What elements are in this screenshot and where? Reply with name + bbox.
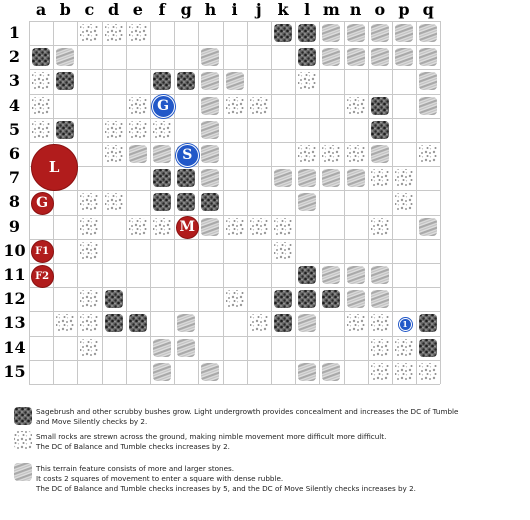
enemy-token-f2[interactable]: F2 — [31, 265, 54, 288]
column-label: e — [132, 0, 143, 19]
dense-rubble-tile[interactable] — [174, 311, 198, 335]
dense-rubble-tile[interactable] — [126, 142, 150, 166]
small-rocks-tile[interactable] — [295, 142, 319, 166]
small-rocks-tile[interactable] — [150, 215, 174, 239]
sagebrush-tile[interactable] — [126, 311, 150, 335]
small-rocks-tile[interactable] — [29, 118, 53, 142]
column-label: a — [35, 0, 47, 19]
grid-line — [319, 21, 320, 384]
dense-rubble-tile[interactable] — [198, 360, 222, 384]
dense-rubble-tile[interactable] — [53, 45, 77, 69]
small-rocks-tile[interactable] — [77, 311, 101, 335]
grid-line — [29, 263, 440, 264]
ally-token-g[interactable]: G — [152, 95, 175, 118]
small-rocks-tile[interactable] — [102, 190, 126, 214]
sagebrush-tile[interactable] — [198, 190, 222, 214]
sagebrush-tile[interactable] — [416, 336, 440, 360]
grid-line — [77, 21, 78, 384]
row-label: 1 — [8, 23, 21, 42]
row-label: 11 — [3, 265, 26, 284]
legend-stones-line: This terrain feature consists of more and larger stones. — [36, 464, 235, 473]
legend-stones-line: The DC of Balance and Tumble checks increases by 5, and the DC of Move Silently checks increases by 2. — [36, 484, 416, 493]
dense-rubble-tile[interactable] — [344, 166, 368, 190]
column-label: g — [180, 0, 192, 19]
enemy-token-l[interactable]: L — [31, 144, 78, 191]
small-rocks-tile[interactable] — [416, 360, 440, 384]
column-label: i — [231, 0, 238, 19]
small-rocks-tile[interactable] — [392, 166, 416, 190]
column-label: q — [422, 0, 434, 19]
legend-rocks-line: Small rocks are strewn across the ground, making nimble movement more difficult more difficult. — [36, 432, 387, 441]
sagebrush-tile[interactable] — [368, 118, 392, 142]
sagebrush-tile[interactable] — [271, 287, 295, 311]
dense-rubble-tile[interactable] — [344, 45, 368, 69]
grid-line — [29, 21, 440, 22]
sagebrush-tile[interactable] — [295, 21, 319, 45]
column-label: o — [374, 0, 386, 19]
ally-token-1[interactable]: 1 — [399, 318, 412, 331]
sagebrush-tile[interactable] — [271, 21, 295, 45]
row-label: 12 — [3, 289, 26, 309]
enemy-token-m[interactable]: M — [176, 216, 199, 239]
small-rocks-tile[interactable] — [319, 142, 343, 166]
sagebrush-tile[interactable] — [53, 118, 77, 142]
dense-rubble-tile[interactable] — [150, 142, 174, 166]
dense-rubble-tile[interactable] — [392, 45, 416, 69]
small-rocks-tile[interactable] — [368, 166, 392, 190]
small-rocks-tile[interactable] — [77, 336, 101, 360]
grid-line — [29, 21, 30, 384]
grid-line — [126, 21, 127, 384]
sagebrush-tile[interactable] — [295, 263, 319, 287]
sagebrush-tile[interactable] — [174, 69, 198, 93]
grid-line — [29, 215, 440, 216]
grid-line — [392, 21, 393, 384]
small-rocks-tile[interactable] — [271, 215, 295, 239]
grid-line — [29, 118, 440, 119]
grid-line — [29, 239, 440, 240]
small-rocks-tile[interactable] — [126, 118, 150, 142]
row-label: 2 — [8, 47, 21, 67]
grid-line — [271, 21, 272, 384]
small-rocks-tile[interactable] — [247, 94, 271, 118]
dense-rubble-tile[interactable] — [344, 287, 368, 311]
row-label: 5 — [8, 119, 21, 139]
grid-line — [29, 166, 440, 167]
small-rocks-tile[interactable] — [126, 215, 150, 239]
dense-rubble-tile[interactable] — [416, 21, 440, 45]
small-rocks-tile[interactable] — [77, 215, 101, 239]
column-label: p — [398, 0, 410, 19]
grid-line — [29, 384, 440, 385]
small-rocks-tile[interactable] — [53, 311, 77, 335]
row-label: 8 — [8, 192, 21, 212]
grid-line — [344, 21, 345, 384]
dense-rubble-tile[interactable] — [198, 45, 222, 69]
grid-line — [295, 21, 296, 384]
legend-rocks-line: The DC of Balance and Tumble checks increases by 2. — [36, 442, 230, 451]
dense-rubble-tile[interactable] — [319, 21, 343, 45]
enemy-token-g[interactable]: G — [31, 192, 54, 215]
dense-rubble-tile[interactable] — [319, 263, 343, 287]
small-rocks-tile[interactable] — [368, 311, 392, 335]
dense-rubble-tile[interactable] — [295, 311, 319, 335]
grid-line — [416, 21, 417, 384]
column-label: b — [59, 0, 71, 19]
grid-line — [29, 190, 440, 191]
sagebrush-tile[interactable] — [319, 287, 343, 311]
small-rocks-tile[interactable] — [29, 94, 53, 118]
dense-rubble-tile[interactable] — [198, 118, 222, 142]
small-rocks-tile[interactable] — [223, 94, 247, 118]
dense-rubble-tile[interactable] — [392, 21, 416, 45]
row-label: 4 — [8, 95, 21, 115]
small-rocks-tile[interactable] — [77, 190, 101, 214]
small-rocks-tile[interactable] — [150, 118, 174, 142]
dense-rubble-tile[interactable] — [319, 166, 343, 190]
legend-stones-row — [8, 459, 523, 499]
small-rocks-tile[interactable] — [344, 311, 368, 335]
ally-token-s[interactable]: S — [176, 144, 199, 167]
dense-rubble-tile[interactable] — [295, 360, 319, 384]
dense-rubble-tile[interactable] — [416, 69, 440, 93]
dense-rubble-tile[interactable] — [198, 166, 222, 190]
small-rocks-tile[interactable] — [368, 336, 392, 360]
row-label: 7 — [8, 168, 21, 188]
column-label: k — [277, 0, 289, 19]
grid-line — [29, 336, 440, 337]
sagebrush-tile[interactable] — [53, 69, 77, 93]
sagebrush-tile[interactable] — [416, 311, 440, 335]
small-rocks-tile[interactable] — [102, 118, 126, 142]
sagebrush-tile[interactable] — [29, 45, 53, 69]
small-rocks-icon — [12, 429, 34, 451]
grid-line — [368, 21, 369, 384]
row-label: 15 — [3, 361, 26, 381]
legend-stones-line: It costs 2 squares of movement to enter a square with dense rubble. — [36, 474, 284, 483]
sagebrush-tile[interactable] — [174, 166, 198, 190]
legend-rocks-row — [8, 427, 523, 457]
small-rocks-tile[interactable] — [392, 360, 416, 384]
dense-rubble-tile[interactable] — [198, 69, 222, 93]
grid-line — [150, 21, 151, 384]
sagebrush-icon — [12, 405, 34, 427]
small-rocks-tile[interactable] — [223, 287, 247, 311]
dense-rubble-tile[interactable] — [368, 142, 392, 166]
column-label: l — [304, 0, 311, 19]
dense-rubble-tile[interactable] — [368, 287, 392, 311]
dense-rubble-tile[interactable] — [319, 45, 343, 69]
row-label: 10 — [3, 240, 26, 260]
small-rocks-tile[interactable] — [392, 190, 416, 214]
small-rocks-tile[interactable] — [416, 142, 440, 166]
sagebrush-tile[interactable] — [102, 287, 126, 311]
small-rocks-tile[interactable] — [344, 94, 368, 118]
row-label: 3 — [8, 71, 21, 91]
dense-rubble-tile[interactable] — [416, 94, 440, 118]
dense-rubble-tile[interactable] — [319, 360, 343, 384]
small-rocks-tile[interactable] — [77, 287, 101, 311]
column-label: m — [322, 0, 340, 19]
small-rocks-tile[interactable] — [247, 215, 271, 239]
grid-line — [223, 21, 224, 384]
dense-rubble-tile[interactable] — [150, 336, 174, 360]
column-label: d — [108, 0, 120, 19]
row-label: 14 — [3, 337, 26, 357]
small-rocks-tile[interactable] — [77, 239, 101, 263]
small-rocks-tile[interactable] — [102, 142, 126, 166]
enemy-token-f1[interactable]: F1 — [31, 240, 54, 263]
grid-line — [29, 311, 440, 312]
small-rocks-tile[interactable] — [295, 69, 319, 93]
sagebrush-tile[interactable] — [174, 190, 198, 214]
dense-rubble-tile[interactable] — [344, 263, 368, 287]
dense-rubble-tile[interactable] — [198, 94, 222, 118]
row-label: 13 — [3, 313, 26, 333]
small-rocks-tile[interactable] — [392, 336, 416, 360]
sagebrush-tile[interactable] — [295, 45, 319, 69]
row-label: 9 — [8, 216, 21, 236]
small-rocks-tile[interactable] — [368, 215, 392, 239]
grid-line — [29, 69, 440, 70]
grid-line — [29, 287, 440, 288]
grid-line — [198, 21, 199, 384]
sagebrush-tile[interactable] — [271, 311, 295, 335]
dense-rubble-tile[interactable] — [198, 142, 222, 166]
sagebrush-tile[interactable] — [102, 311, 126, 335]
dense-rubble-tile[interactable] — [223, 69, 247, 93]
row-label: 6 — [8, 144, 21, 163]
small-rocks-tile[interactable] — [29, 69, 53, 93]
sagebrush-tile[interactable] — [150, 69, 174, 93]
sagebrush-tile[interactable] — [295, 287, 319, 311]
grid-line — [29, 94, 440, 95]
grid-line — [29, 45, 440, 46]
column-label: c — [84, 0, 95, 19]
dense-rubble-tile[interactable] — [344, 21, 368, 45]
small-rocks-tile[interactable] — [344, 142, 368, 166]
grid-line — [29, 360, 440, 361]
grid-line — [174, 21, 175, 384]
dense-rubble-tile[interactable] — [368, 263, 392, 287]
dense-rubble-tile[interactable] — [271, 166, 295, 190]
grid-line — [29, 142, 440, 143]
small-rocks-tile[interactable] — [247, 311, 271, 335]
grid-line — [247, 21, 248, 384]
small-rocks-tile[interactable] — [126, 21, 150, 45]
legend-scrub-line: and Move Silently checks by 2. — [36, 417, 148, 426]
dense-rubble-tile[interactable] — [368, 45, 392, 69]
column-label: n — [349, 0, 362, 19]
column-label: h — [204, 0, 217, 19]
small-rocks-tile[interactable] — [368, 360, 392, 384]
dense-rubble-tile[interactable] — [174, 336, 198, 360]
dense-rubble-tile[interactable] — [295, 190, 319, 214]
dense-rubble-tile[interactable] — [416, 45, 440, 69]
dense-rubble-tile[interactable] — [368, 21, 392, 45]
small-rocks-tile[interactable] — [223, 215, 247, 239]
legend-scrub-line: Sagebrush and other scrubby bushes grow. Light undergrowth provides concealment and increases the DC of Tumble — [36, 407, 459, 416]
column-label: f — [158, 0, 166, 19]
sagebrush-tile[interactable] — [150, 190, 174, 214]
small-rocks-tile[interactable] — [102, 21, 126, 45]
dense-rubble-tile[interactable] — [416, 215, 440, 239]
small-rocks-tile[interactable] — [271, 239, 295, 263]
dense-rubble-tile[interactable] — [295, 166, 319, 190]
dense-rubble-icon — [12, 461, 34, 483]
grid-line — [102, 21, 103, 384]
small-rocks-tile[interactable] — [126, 94, 150, 118]
grid-line — [440, 21, 441, 384]
sagebrush-tile[interactable] — [150, 166, 174, 190]
dense-rubble-tile[interactable] — [150, 360, 174, 384]
small-rocks-tile[interactable] — [77, 21, 101, 45]
sagebrush-tile[interactable] — [368, 94, 392, 118]
column-label: j — [255, 0, 262, 19]
dense-rubble-tile[interactable] — [198, 215, 222, 239]
